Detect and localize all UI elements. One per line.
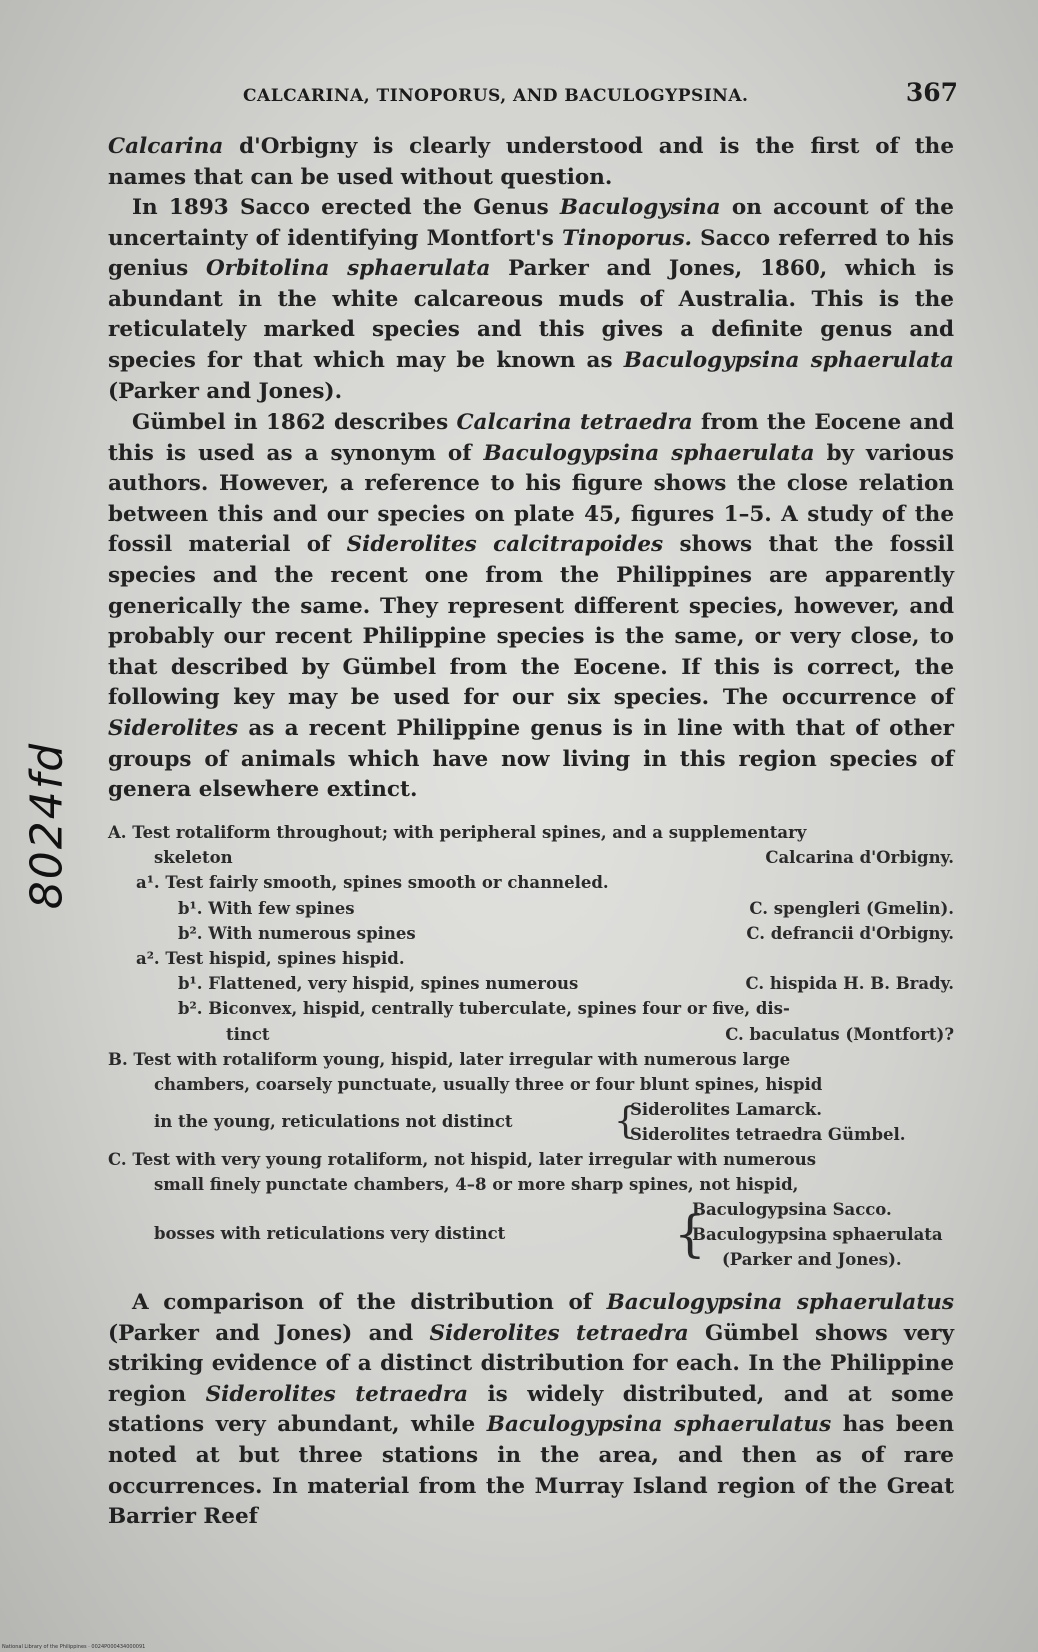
running-title: CALCARINA, TINOPORUS, AND BACULOGYPSINA. bbox=[243, 86, 749, 106]
key-taxon: Baculogypsina sphaerulata bbox=[692, 1225, 943, 1245]
brace: { bbox=[614, 1101, 637, 1143]
key-text: b¹. With few spines bbox=[178, 898, 355, 918]
paragraph-4 bbox=[108, 1288, 954, 1533]
key-text: in the young, reticulations not distinct bbox=[154, 1112, 513, 1132]
key-bracket-row bbox=[154, 1097, 954, 1147]
key-text: tinct bbox=[226, 1024, 270, 1044]
key-line: B. Test with rotaliform young, hispid, later irregular with numerous large bbox=[108, 1049, 791, 1069]
species-key bbox=[108, 820, 954, 1272]
key-taxon: Baculogypsina Sacco. bbox=[692, 1200, 892, 1220]
key-taxon: C. defrancii d'Orbigny. bbox=[746, 923, 954, 943]
key-line: small finely punctate chambers, 4–8 or more sharp spines, not hispid, bbox=[154, 1175, 799, 1195]
paragraph-text: Gümbel in 1862 describes bbox=[132, 410, 457, 435]
paragraph-text: Gümbel shows very striking evidence of a distinct distribution for each. In the Philippine region bbox=[108, 1320, 954, 1407]
paragraph-text: (Parker and Jones). bbox=[108, 378, 343, 404]
key-text: b¹. Flattened, very hispid, spines numerous bbox=[178, 974, 579, 994]
key-line bbox=[178, 971, 954, 996]
running-head bbox=[108, 78, 958, 112]
key-taxon: (Parker and Jones). bbox=[722, 1250, 902, 1270]
key-line: C. Test with very young rotaliform, not hispid, later irregular with numerous bbox=[108, 1150, 817, 1170]
key-taxon: Calcarina d'Orbigny. bbox=[765, 848, 954, 868]
paragraph-text: shows that the fossil species and the recent one from the Philippines are apparently generically the same. They represent different species, however, and probably our recent Philippine species is the same, or very close, to that described by Gümbel from the Eocene. If this is correct, the following key may be used for our six species. The occurrence of bbox=[108, 532, 954, 711]
paragraph-text: is widely distributed, and at some stations very abundant, while bbox=[108, 1381, 954, 1438]
taxon-name: Siderolites tetraedra bbox=[429, 1320, 689, 1346]
page-number: 367 bbox=[905, 78, 958, 107]
brace: { bbox=[674, 1205, 706, 1264]
taxon-name: Calcarina tetraedra bbox=[456, 410, 693, 435]
paragraph-2 bbox=[108, 193, 954, 407]
key-taxon: C. baculatus (Montfort)? bbox=[725, 1024, 954, 1044]
paragraph-3 bbox=[108, 408, 954, 806]
key-line: b². Biconvex, hispid, centrally tuberculate, spines four or five, dis- bbox=[178, 999, 790, 1019]
taxon-name: Calcarina bbox=[108, 134, 224, 159]
paragraph-text: from the Eocene and this is used as a synonym of bbox=[108, 410, 954, 466]
paragraph-text: on account of the uncertainty of identifying Montfort's bbox=[108, 195, 954, 251]
key-line: a¹. Test fairly smooth, spines smooth or channeled. bbox=[136, 873, 609, 893]
key-taxon: Siderolites tetraedra Gümbel. bbox=[630, 1125, 906, 1145]
paragraph-text: d'Orbigny is clearly understood and is the first of the names that can be used without question. bbox=[108, 134, 954, 190]
taxon-name: Baculogypsina sphaerulatus bbox=[486, 1412, 832, 1438]
key-text: bosses with reticulations very distinct bbox=[154, 1224, 506, 1244]
margin-note-text: 8024fd bbox=[21, 741, 73, 910]
taxon-name: Baculogypsina sphaerulatus bbox=[606, 1290, 954, 1315]
key-taxon: C. spengleri (Gmelin). bbox=[749, 898, 954, 918]
taxon-name: Tinoporus. bbox=[561, 225, 693, 251]
paragraph-text: Parker and Jones, 1860, which is abundant in the white calcareous muds of Australia. This is the reticulately marked species and this gives a definite genus and species for that which may be known as bbox=[108, 256, 954, 373]
key-text: skeleton bbox=[154, 848, 233, 868]
paragraph-text: (Parker and Jones) and bbox=[108, 1320, 430, 1346]
scan-credit: National Library of the Philippines · 0024P000434000091 bbox=[2, 1644, 146, 1650]
taxon-name: Baculogypsina sphaerulata bbox=[623, 347, 954, 373]
key-line bbox=[154, 845, 954, 870]
key-taxon: C. hispida H. B. Brady. bbox=[745, 974, 954, 994]
key-line bbox=[178, 921, 954, 946]
paragraph-text: In 1893 Sacco erected the Genus bbox=[132, 195, 560, 220]
paragraph-text: A comparison of the distribution of bbox=[132, 1290, 607, 1315]
paragraph-1 bbox=[108, 132, 954, 193]
key-taxa bbox=[630, 1097, 906, 1147]
paragraph-text: has been noted at but three stations in the area, and then as of rare occurrences. In material from the Murray Island region of the Great Barrier Reef bbox=[108, 1412, 954, 1530]
key-line: chambers, coarsely punctuate, usually three or four blunt spines, hispid bbox=[154, 1074, 823, 1094]
taxon-name: Siderolites bbox=[108, 715, 239, 741]
handwritten-margin-note bbox=[12, 720, 72, 910]
paragraph-text: Sacco referred to his genius bbox=[108, 225, 954, 282]
taxon-name: Orbitolina sphaerulata bbox=[205, 256, 491, 282]
key-line bbox=[178, 896, 954, 921]
taxon-name: Baculogysina bbox=[559, 195, 721, 220]
paragraph-text: by various authors. However, a reference to his figure shows the close relation between this and our species on plate 45, figures 1–5. A study of the fossil material of bbox=[108, 440, 954, 558]
key-text: b². With numerous spines bbox=[178, 923, 416, 943]
key-line: a². Test hispid, spines hispid. bbox=[136, 948, 405, 968]
taxon-name: Siderolites tetraedra bbox=[205, 1381, 469, 1407]
key-line: A. Test rotaliform throughout; with peripheral spines, and a supplementary bbox=[108, 823, 807, 842]
taxon-name: Siderolites calcitrapoides bbox=[346, 532, 664, 558]
paragraph-text: as a recent Philippine genus is in line with that of other groups of animals which have now living in this region species of genera elsewhere extinct. bbox=[108, 715, 954, 803]
key-taxon: Siderolites Lamarck. bbox=[630, 1100, 822, 1120]
key-line bbox=[226, 1022, 954, 1047]
taxon-name: Baculogypsina sphaerulata bbox=[483, 440, 815, 466]
key-bracket-row bbox=[154, 1197, 954, 1272]
key-taxa bbox=[692, 1197, 943, 1272]
